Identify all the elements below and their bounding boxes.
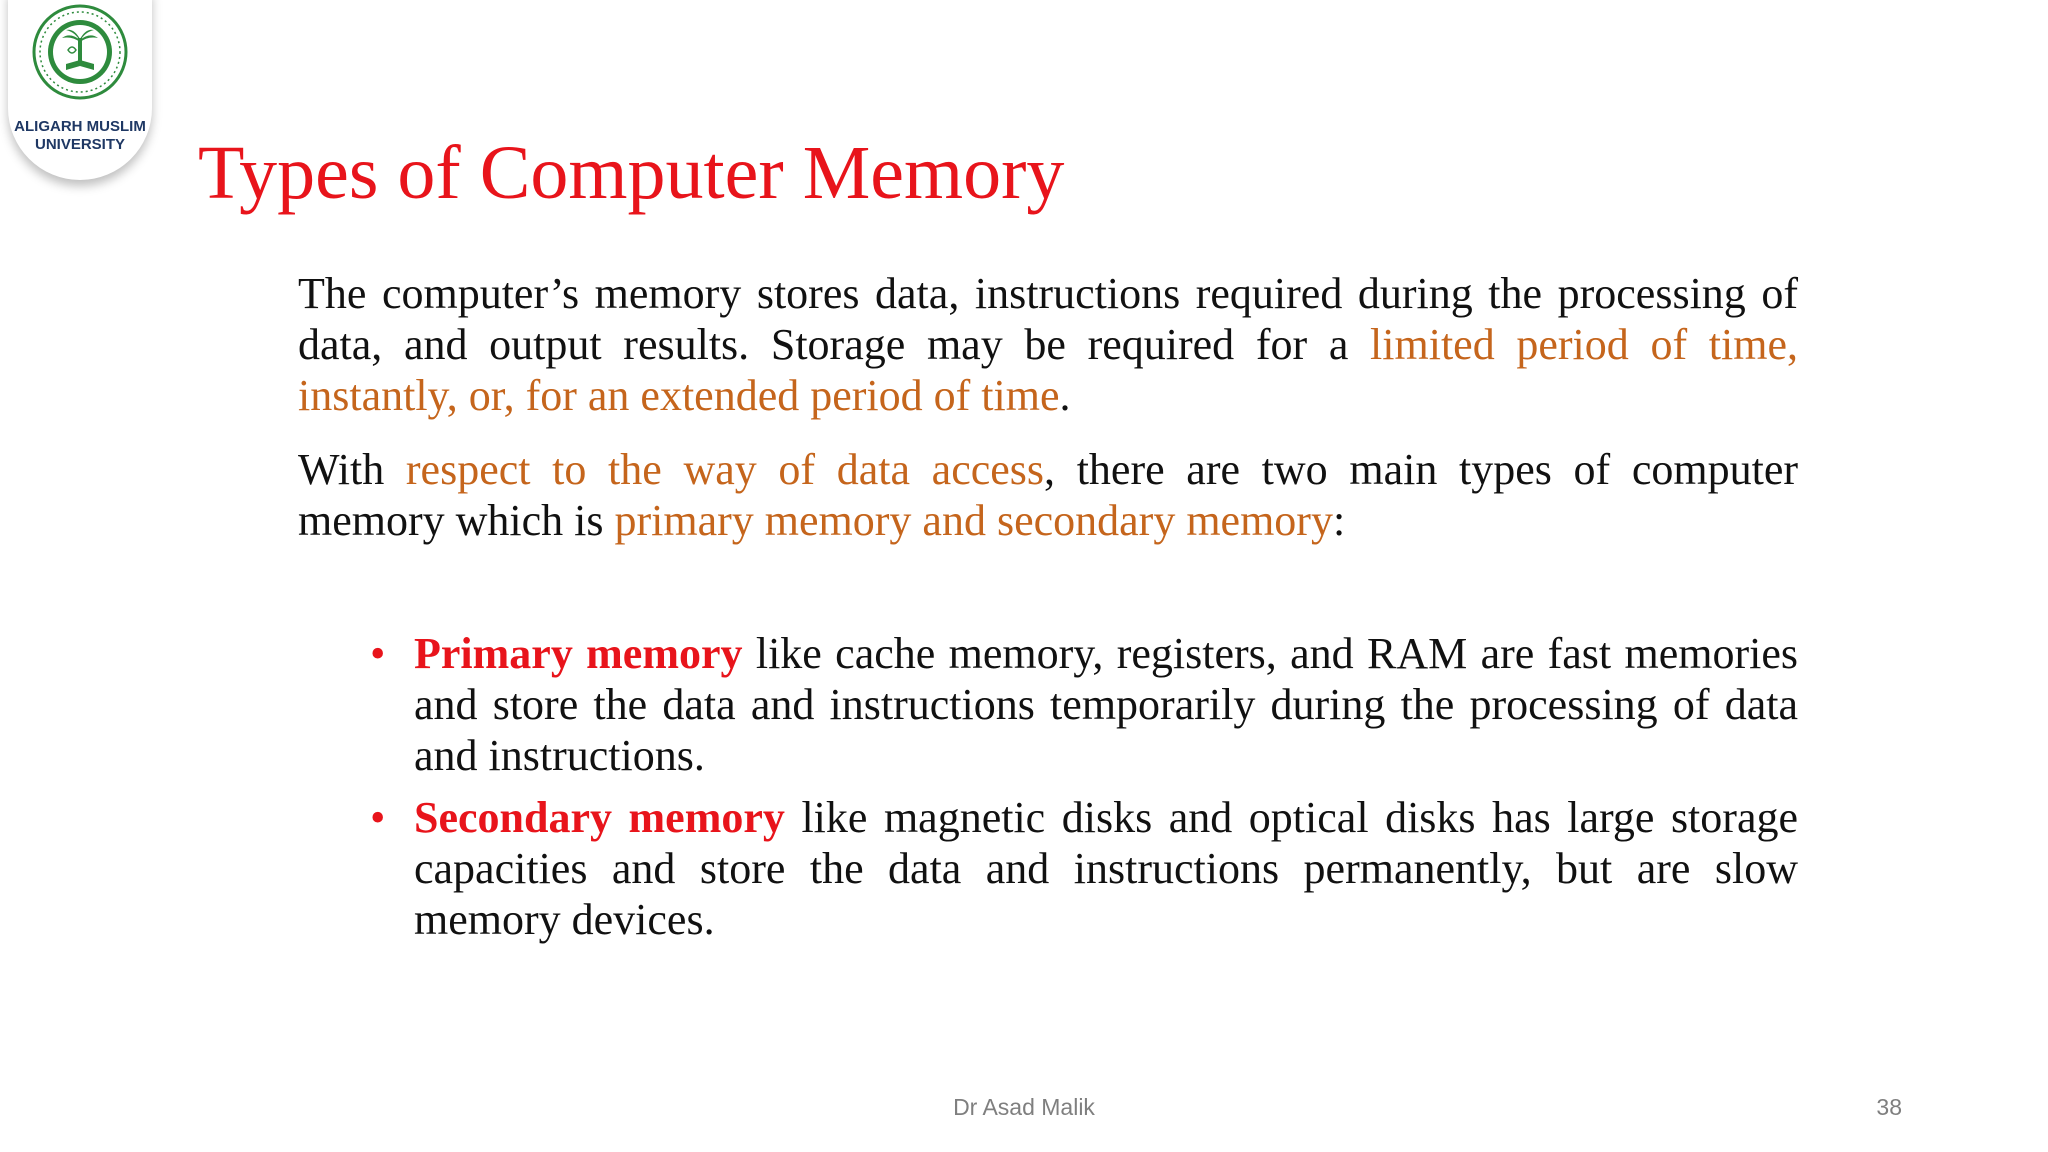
slide-title: Types of Computer Memory [198,131,1065,215]
bullet-text: like cache memory, registers, and RAM are fast memories and store the data and instructions temporarily during the processing of data and instructions. [414,629,1798,780]
memory-types-list [370,628,1798,956]
types-highlight-b: primary memory and secondary memory [614,496,1333,545]
footer-author: Dr Asad Malik [953,1094,1095,1120]
university-name-line2: UNIVERSITY [34,136,125,153]
intro-text-b: . [1059,371,1071,420]
intro-paragraph [298,268,1798,421]
bullet-text: like magnetic disks and optical disks has large storage capacities and store the data and instructions permanently, but are slow memory devices. [414,793,1798,944]
types-text-c: : [1332,496,1346,545]
list-item-secondary-memory [370,792,1798,945]
types-highlight-a: respect to the way of data access [405,445,1045,494]
university-logo [8,0,152,180]
intro-highlight: limited period of time, instantly, or, for an extended period of time [298,320,1798,420]
bullet-term: Secondary memory [414,793,785,842]
bullet-marker: • [370,793,386,842]
types-paragraph [298,444,1798,546]
types-text-a: With [298,445,406,494]
list-item-primary-memory [370,628,1798,781]
bullet-marker: • [370,629,386,678]
university-name [8,118,152,154]
university-name-line1: ALIGARH MUSLIM [14,118,146,135]
bullet-term: Primary memory [414,629,743,678]
intro-text-a: The computer’s memory stores data, instructions required during the processing of data, and output results. Storage may be required for a [298,269,1798,369]
types-text-b: , there are two main types of computer memory which is [298,445,1799,545]
page-number: 38 [1876,1094,1902,1120]
university-seal-icon [32,4,128,100]
